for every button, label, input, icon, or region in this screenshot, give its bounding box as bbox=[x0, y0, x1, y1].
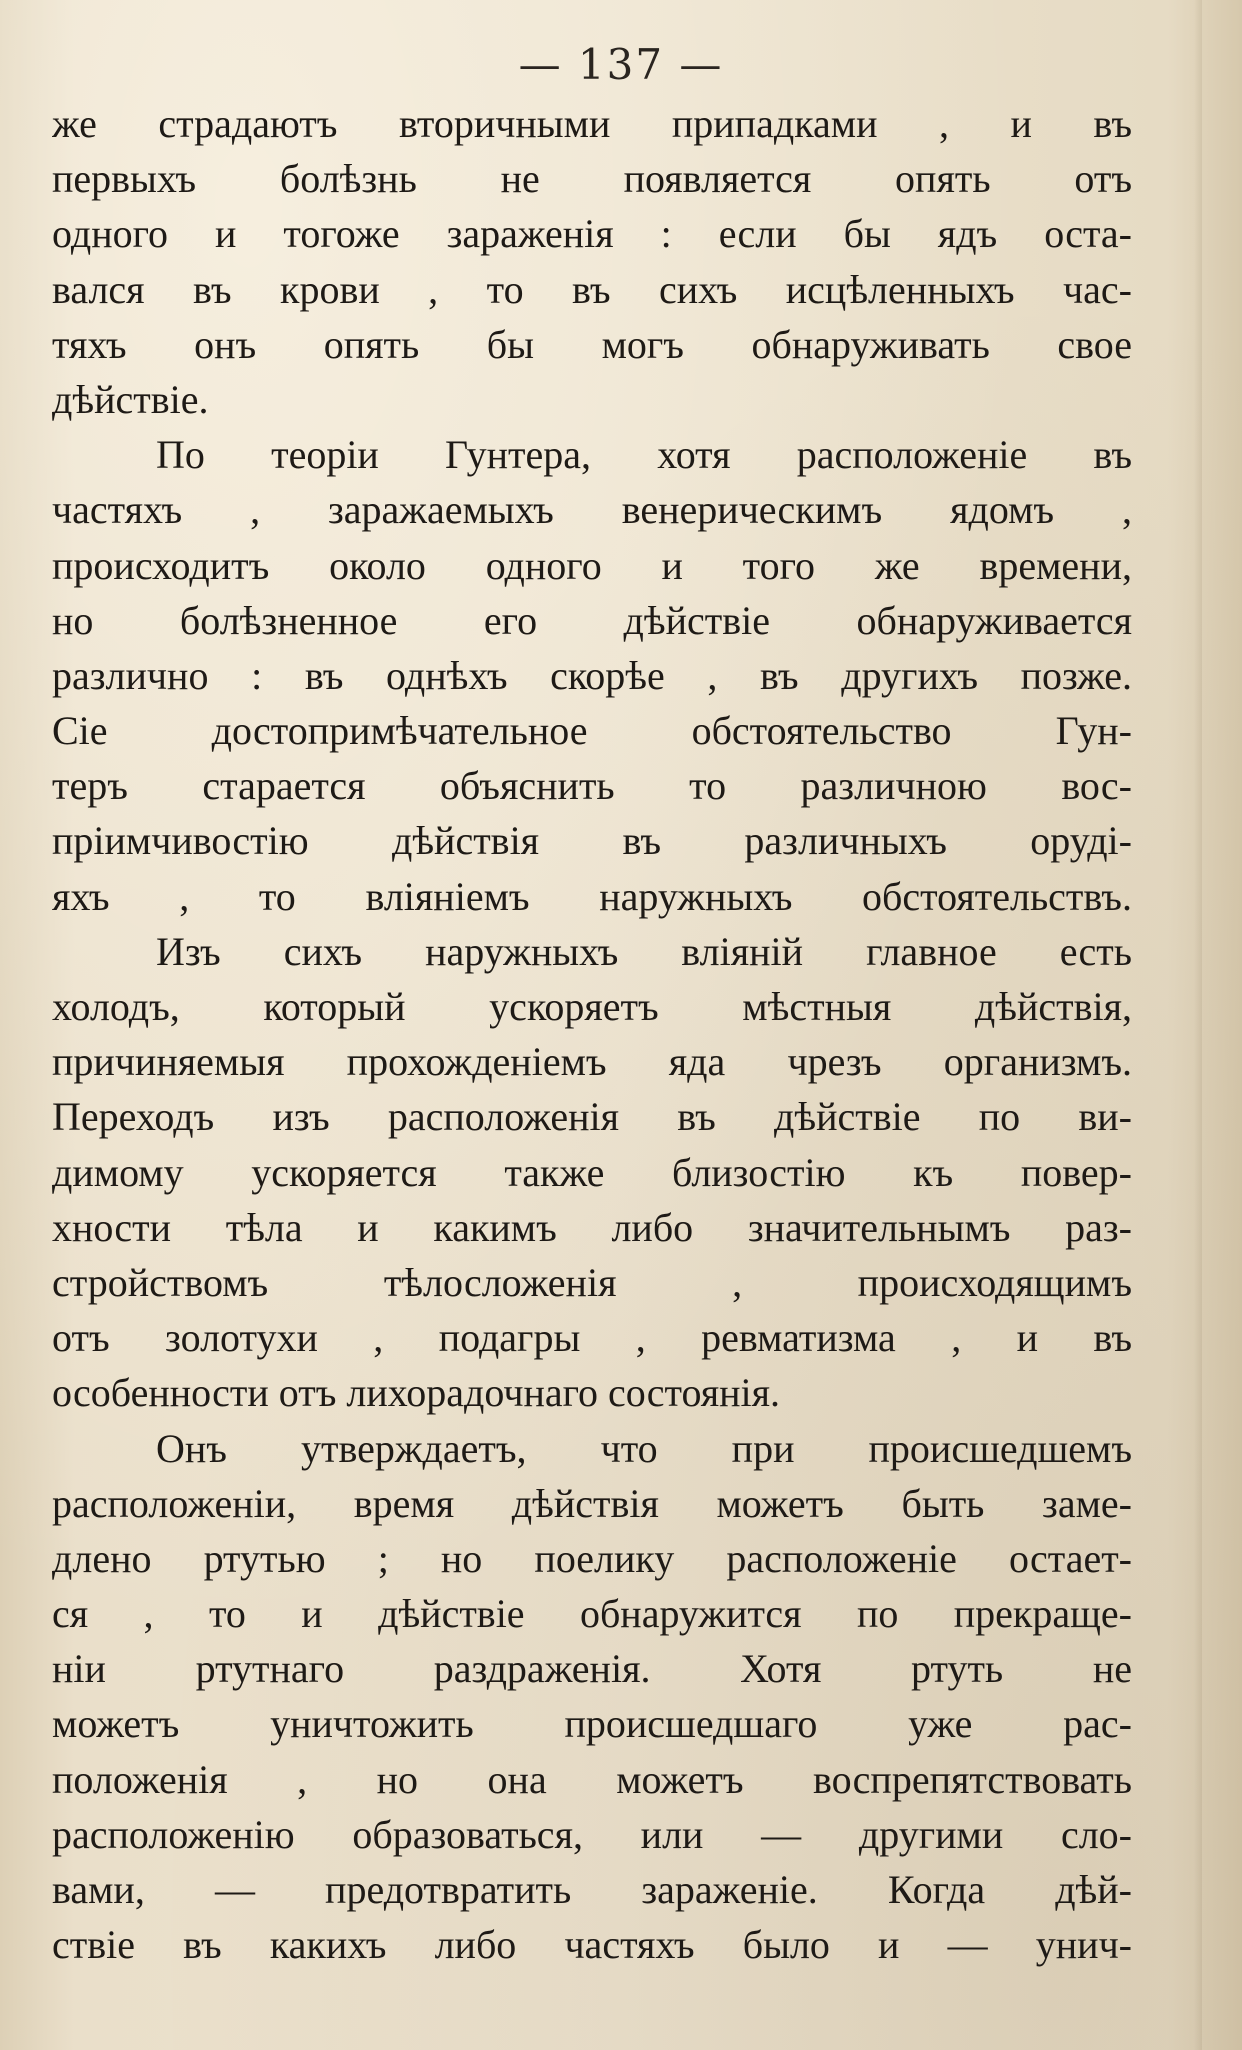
text-line: Сіе достопримѣчательное обстоятельство Гун- bbox=[52, 708, 1132, 754]
text-line: положенія , но она можетъ воспрепятствовать bbox=[52, 1756, 1132, 1802]
text-line: холодъ, который ускоряетъ мѣстныя дѣйствія, bbox=[52, 984, 1132, 1029]
text-line: отъ золотухи , подагры , ревматизма , и въ bbox=[52, 1315, 1132, 1361]
text-line: Онъ утверждаетъ, что при происшедшемъ bbox=[156, 1425, 1132, 1471]
text-line: вами, — предотвратить зараженіе. Когда дѣй- bbox=[52, 1867, 1132, 1912]
text-line: ніи ртутнаго раздраженія. Хотя ртуть не bbox=[52, 1646, 1132, 1692]
text-line: Изъ сихъ наружныхъ вліяній главное есть bbox=[156, 928, 1132, 974]
text-line: пріимчивостію дѣйствія въ различныхъ оруді- bbox=[52, 818, 1132, 864]
text-line: ся , то и дѣйствіе обнаружится по прекраще- bbox=[52, 1591, 1132, 1637]
text-line: первыхъ болѣзнь не появляется опять отъ bbox=[52, 156, 1132, 202]
text-line: стройствомъ тѣлосложенія , происходящимъ bbox=[52, 1259, 1132, 1305]
text-line: длено ртутью ; но поелику расположеніе остает- bbox=[52, 1535, 1132, 1581]
text-line: По теоріи Гунтера, хотя расположеніе въ bbox=[156, 432, 1132, 478]
page-number: — 137 — bbox=[518, 40, 724, 89]
text-line: тяхъ онъ опять бы могъ обнаруживать свое bbox=[52, 321, 1132, 367]
text-line: хности тѣла и какимъ либо значительнымъ раз- bbox=[52, 1204, 1132, 1250]
text-line: ствіе въ какихъ либо частяхъ было и — унич- bbox=[52, 1922, 1132, 1968]
text-line: но болѣзненное его дѣйствіе обнаруживается bbox=[52, 597, 1132, 643]
text-line: Переходъ изъ расположенія въ дѣйствіе по ви- bbox=[52, 1094, 1132, 1140]
text-line: яхъ , то вліяніемъ наружныхъ обстоятельствъ. bbox=[52, 873, 1132, 919]
body-text bbox=[52, 96, 1132, 1972]
text-line: вался въ крови , то въ сихъ исцѣленныхъ час- bbox=[52, 266, 1132, 312]
text-line: различно : въ однѣхъ скорѣе , въ другихъ позже. bbox=[52, 652, 1132, 698]
page-edge-shadow bbox=[1194, 0, 1202, 2050]
text-line: же страдаютъ вторичными припадками , и въ bbox=[52, 101, 1132, 146]
text-line: можетъ уничтожить происшедшаго уже рас- bbox=[52, 1701, 1132, 1747]
text-line: происходитъ около одного и того же времени, bbox=[52, 542, 1132, 588]
text-line: дѣйствіе. bbox=[52, 376, 209, 422]
text-line: одного и тогоже зараженія : если бы ядъ оста- bbox=[52, 211, 1132, 257]
text-line: теръ старается объяснить то различною вос- bbox=[52, 763, 1132, 809]
text-line: расположенію образоваться, или — другими сло- bbox=[52, 1811, 1132, 1857]
text-line: частяхъ , заражаемыхъ венерическимъ ядомъ , bbox=[52, 487, 1132, 533]
text-line: расположеніи, время дѣйствія можетъ быть заме- bbox=[52, 1480, 1132, 1526]
text-line: особенности отъ лихорадочнаго состоянія. bbox=[52, 1370, 781, 1416]
text-line: причиняемыя прохожденіемъ яда чрезъ организмъ. bbox=[52, 1039, 1132, 1085]
text-line: димому ускоряется также близостію къ повер- bbox=[52, 1149, 1132, 1195]
